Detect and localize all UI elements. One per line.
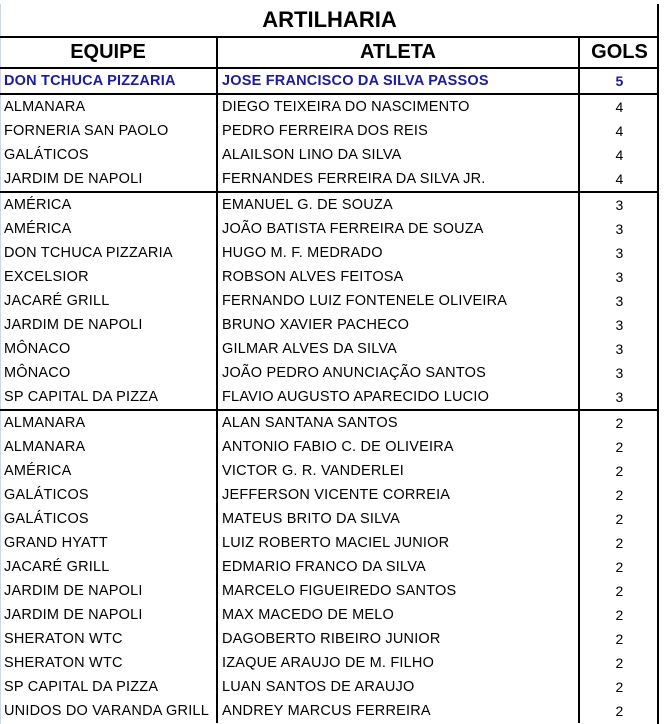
gols-cell[interactable]: 3 (615, 341, 624, 357)
atleta-cell[interactable]: DAGOBERTO RIBEIRO JUNIOR (217, 627, 579, 651)
atleta-cell[interactable]: FERNANDES FERREIRA DA SILVA JR. (217, 167, 579, 192)
equipe-cell[interactable]: AMÉRICA (0, 217, 217, 241)
atleta-cell[interactable]: LUIZ ROBERTO MACIEL JUNIOR (217, 531, 579, 555)
gols-cell[interactable]: 2 (615, 655, 624, 671)
equipe-cell[interactable]: ALMANARA (0, 94, 217, 119)
equipe-cell[interactable]: JACARÉ GRILL (0, 289, 217, 313)
table-row (0, 313, 659, 337)
gols-cell[interactable]: 2 (615, 679, 624, 695)
table-row (0, 507, 659, 531)
equipe-cell[interactable]: DON TCHUCA PIZZARIA (0, 241, 217, 265)
atleta-cell[interactable]: FLAVIO AUGUSTO APARECIDO LUCIO (217, 385, 579, 410)
gols-cell[interactable]: 4 (615, 123, 624, 139)
equipe-cell[interactable]: ALMANARA (0, 410, 217, 435)
table-row (0, 699, 659, 723)
gols-cell[interactable]: 2 (615, 535, 624, 551)
equipe-cell[interactable]: AMÉRICA (0, 459, 217, 483)
sheet-title: ARTILHARIA (0, 4, 659, 38)
atleta-cell[interactable]: ANDREY MARCUS FERREIRA (217, 699, 579, 723)
table-row (0, 435, 659, 459)
table-row (0, 265, 659, 289)
atleta-cell[interactable]: BRUNO XAVIER PACHECO (217, 313, 579, 337)
table-row (0, 192, 659, 217)
equipe-cell[interactable]: JARDIM DE NAPOLI (0, 603, 217, 627)
gols-cell[interactable]: 2 (615, 511, 624, 527)
table-row (0, 119, 659, 143)
gols-cell[interactable]: 3 (615, 317, 624, 333)
gols-cell[interactable]: 2 (615, 559, 624, 575)
table-row (0, 217, 659, 241)
gols-cell[interactable]: 2 (615, 463, 624, 479)
gols-cell[interactable]: 4 (579, 167, 659, 192)
table-row (0, 94, 659, 119)
equipe-cell[interactable]: ALMANARA (0, 435, 217, 459)
header-equipe[interactable]: EQUIPE (0, 37, 217, 68)
header-row (0, 37, 659, 68)
atleta-cell[interactable]: MATEUS BRITO DA SILVA (217, 507, 579, 531)
equipe-cell[interactable]: MÔNACO (0, 337, 217, 361)
atleta-cell[interactable]: JEFFERSON VICENTE CORREIA (217, 483, 579, 507)
gols-cell[interactable]: 2 (615, 631, 624, 647)
header-atleta[interactable]: ATLETA (217, 37, 579, 68)
table-row (0, 167, 659, 192)
gols-cell[interactable]: 3 (615, 293, 624, 309)
equipe-cell[interactable]: AMÉRICA (0, 192, 217, 217)
equipe-cell[interactable]: GALÁTICOS (0, 143, 217, 167)
gols-cell[interactable]: 2 (615, 487, 624, 503)
atleta-cell[interactable]: EDMARIO FRANCO DA SILVA (217, 555, 579, 579)
equipe-cell[interactable]: EXCELSIOR (0, 265, 217, 289)
table-row (0, 337, 659, 361)
atleta-cell[interactable]: ANTONIO FABIO C. DE OLIVEIRA (217, 435, 579, 459)
equipe-cell[interactable]: GALÁTICOS (0, 483, 217, 507)
equipe-cell[interactable]: GALÁTICOS (0, 507, 217, 531)
atleta-cell[interactable]: HUGO M. F. MEDRADO (217, 241, 579, 265)
gols-cell[interactable]: 2 (615, 703, 624, 719)
atleta-cell[interactable]: LUAN SANTOS DE ARAUJO (217, 675, 579, 699)
equipe-cell[interactable]: JARDIM DE NAPOLI (0, 167, 217, 192)
gols-cell[interactable]: 2 (615, 439, 624, 455)
gols-cell[interactable]: 3 (615, 365, 624, 381)
equipe-cell[interactable]: SP CAPITAL DA PIZZA (0, 385, 217, 410)
table-row (0, 143, 659, 167)
gols-cell[interactable]: 4 (615, 99, 624, 115)
table-body (0, 68, 659, 723)
equipe-cell[interactable]: JARDIM DE NAPOLI (0, 313, 217, 337)
gols-cell[interactable]: 3 (615, 197, 624, 213)
table-row (0, 385, 659, 410)
atleta-cell[interactable]: JOÃO BATISTA FERREIRA DE SOUZA (217, 217, 579, 241)
equipe-cell[interactable]: SHERATON WTC (0, 651, 217, 675)
gols-cell[interactable]: 2 (615, 607, 624, 623)
atleta-cell[interactable]: JOSE FRANCISCO DA SILVA PASSOS (217, 68, 579, 94)
table-row (0, 627, 659, 651)
atleta-cell[interactable]: EMANUEL G. DE SOUZA (217, 192, 579, 217)
gols-cell[interactable]: 3 (615, 269, 624, 285)
equipe-cell[interactable]: MÔNACO (0, 361, 217, 385)
atleta-cell[interactable]: VICTOR G. R. VANDERLEI (217, 459, 579, 483)
gols-cell[interactable]: 3 (579, 385, 659, 410)
atleta-cell[interactable]: ALAN SANTANA SANTOS (217, 410, 579, 435)
table-row (0, 459, 659, 483)
table-row (0, 651, 659, 675)
equipe-cell[interactable]: DON TCHUCA PIZZARIA (0, 68, 217, 94)
atleta-cell[interactable]: DIEGO TEIXEIRA DO NASCIMENTO (217, 94, 579, 119)
table-row (0, 68, 659, 94)
atleta-cell[interactable]: ALAILSON LINO DA SILVA (217, 143, 579, 167)
gols-cell[interactable]: 4 (615, 147, 624, 163)
table-row (0, 675, 659, 699)
equipe-cell[interactable]: GRAND HYATT (0, 531, 217, 555)
atleta-cell[interactable]: MARCELO FIGUEIREDO SANTOS (217, 579, 579, 603)
equipe-cell[interactable]: SHERATON WTC (0, 627, 217, 651)
table-row (0, 241, 659, 265)
equipe-cell[interactable]: FORNERIA SAN PAOLO (0, 119, 217, 143)
equipe-cell[interactable]: SP CAPITAL DA PIZZA (0, 675, 217, 699)
header-gols[interactable]: GOLS (579, 37, 659, 68)
atleta-cell[interactable]: JOÃO PEDRO ANUNCIAÇÃO SANTOS (217, 361, 579, 385)
table-row (0, 531, 659, 555)
table-row (0, 361, 659, 385)
gols-cell[interactable]: 5 (579, 68, 659, 94)
atleta-cell[interactable]: GILMAR ALVES DA SILVA (217, 337, 579, 361)
scorers-table (0, 37, 659, 723)
table-row (0, 289, 659, 313)
atleta-cell[interactable]: IZAQUE ARAUJO DE M. FILHO (217, 651, 579, 675)
equipe-cell[interactable]: UNIDOS DO VARANDA GRILL (0, 699, 217, 723)
gols-cell[interactable]: 3 (615, 245, 624, 261)
right-border (657, 4, 659, 724)
gols-cell[interactable]: 2 (615, 415, 624, 431)
atleta-cell[interactable]: MAX MACEDO DE MELO (217, 603, 579, 627)
table-row (0, 410, 659, 435)
table-row (0, 555, 659, 579)
table-row (0, 579, 659, 603)
gols-cell[interactable]: 2 (615, 583, 624, 599)
equipe-cell[interactable]: JACARÉ GRILL (0, 555, 217, 579)
table-row (0, 483, 659, 507)
table-row (0, 603, 659, 627)
equipe-cell[interactable]: JARDIM DE NAPOLI (0, 579, 217, 603)
atleta-cell[interactable]: FERNANDO LUIZ FONTENELE OLIVEIRA (217, 289, 579, 313)
gols-cell[interactable]: 3 (615, 221, 624, 237)
atleta-cell[interactable]: ROBSON ALVES FEITOSA (217, 265, 579, 289)
atleta-cell[interactable]: PEDRO FERREIRA DOS REIS (217, 119, 579, 143)
